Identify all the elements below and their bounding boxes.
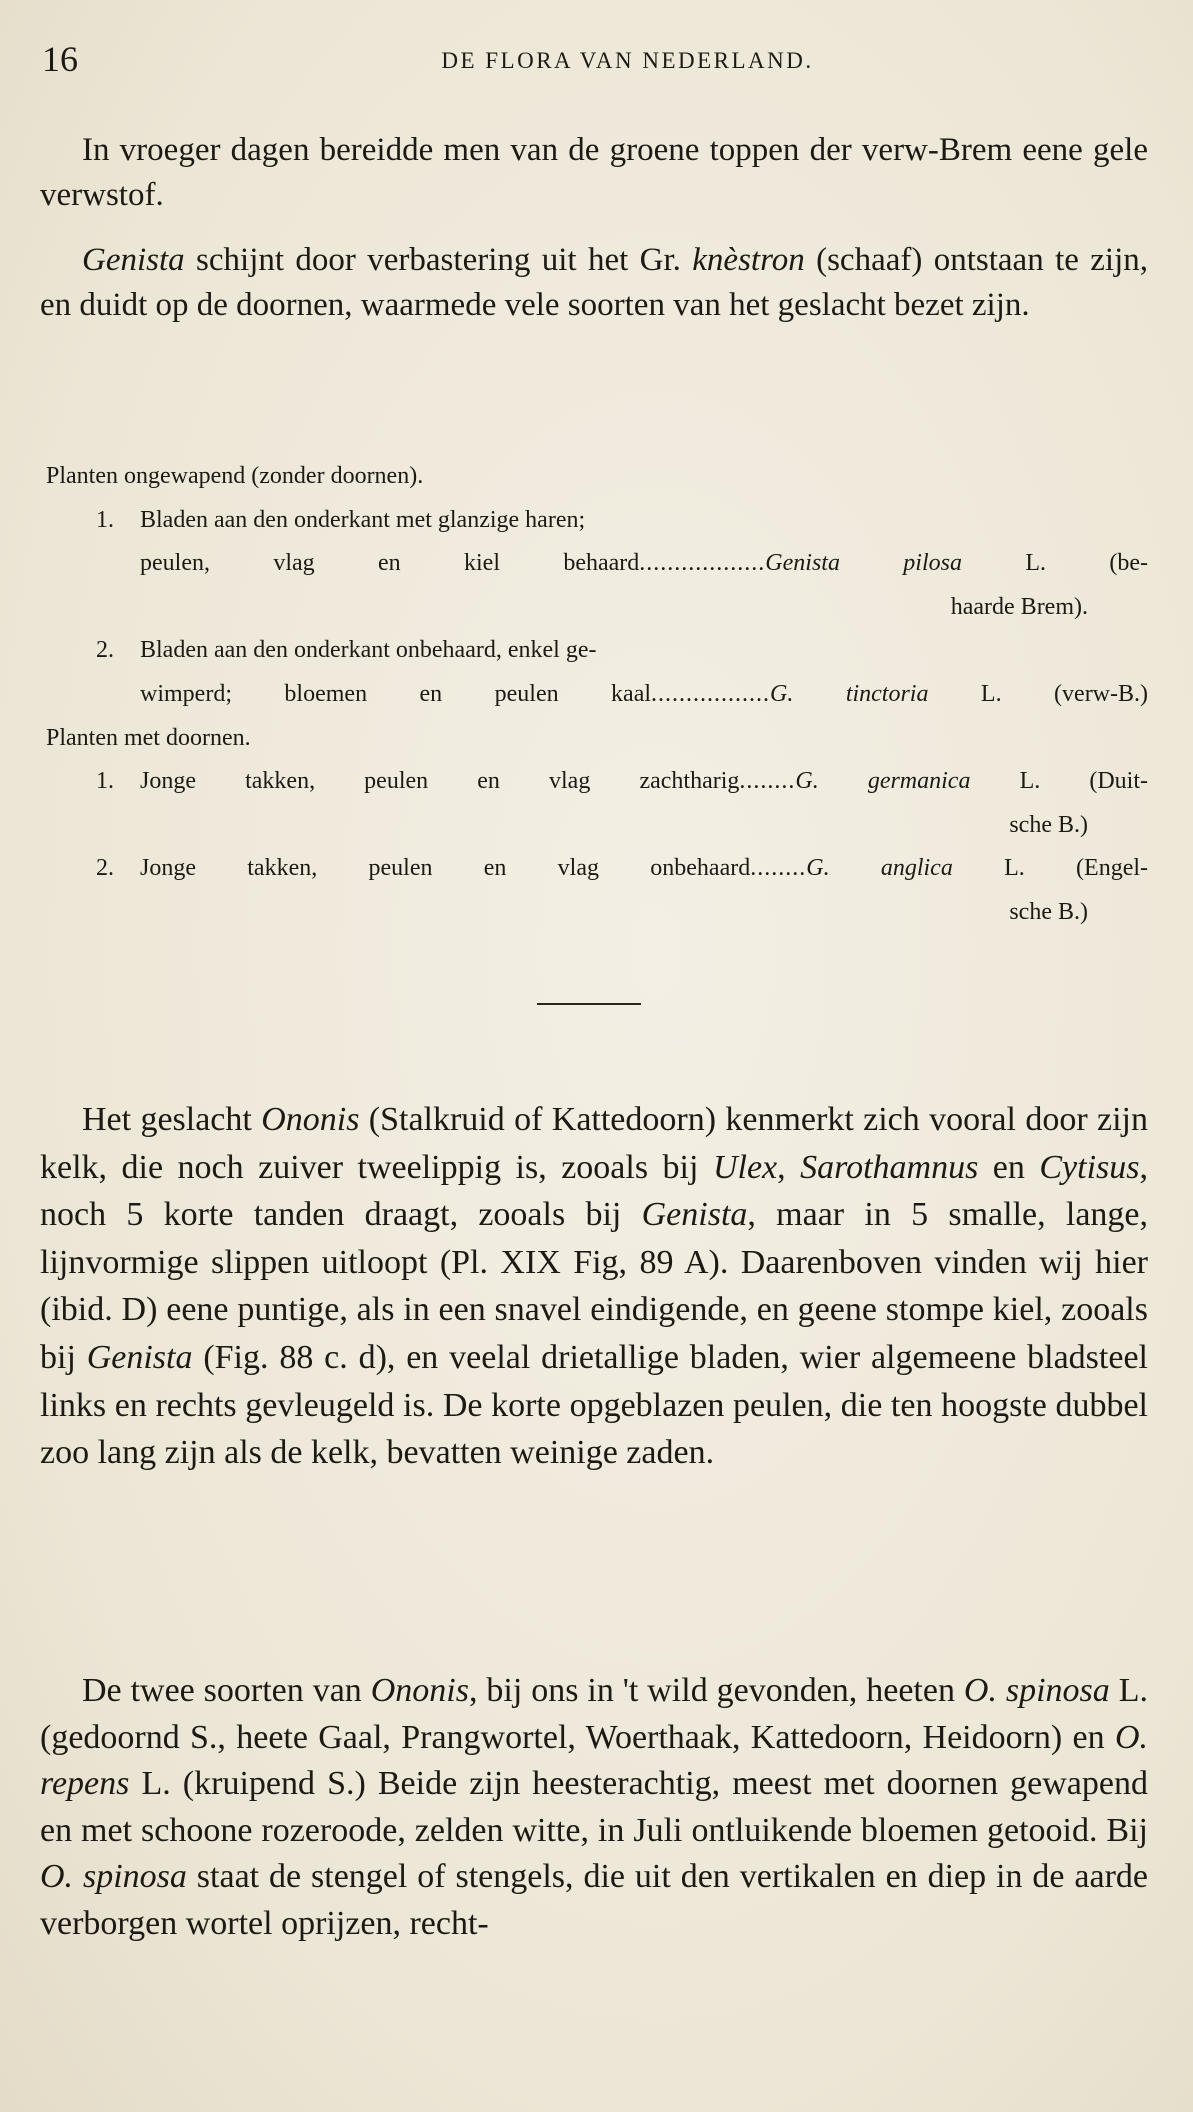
section-divider — [537, 1003, 641, 1005]
genus-name: Cytisus — [1039, 1148, 1140, 1186]
key-group-heading: Planten met doornen. — [46, 724, 251, 751]
paragraph-verwstof — [40, 128, 1148, 217]
species-name: O. repens — [40, 1718, 1148, 1803]
species-author: L. (be- — [962, 550, 1149, 577]
key-entry — [40, 629, 1148, 716]
key-group-heading: Planten ongewapend (zonder doornen). — [46, 463, 424, 489]
dot-leader: .................. — [639, 550, 766, 577]
text-run: (schaaf) ontstaan te zijn, en duidt op de doornen, waarmede vele soorten van het geslacht bezet zijn. — [40, 242, 1148, 323]
key-line: haarde Brem). — [950, 593, 1088, 620]
page-header — [42, 38, 1133, 78]
key-number: 1. — [96, 506, 114, 533]
species-author: L. (verw-B.) — [928, 680, 1149, 707]
species-author: L. (Engel- — [952, 855, 1148, 882]
dot-leader: ................. — [651, 680, 771, 707]
genus-name: Genista — [82, 242, 185, 278]
key-line: Jonge takken, peulen en vlag zachtharig........G. germanica L. (Duit- — [140, 768, 1148, 795]
paragraph-genista-etymology — [40, 238, 1148, 327]
running-title: DE FLORA VAN NEDERLAND. — [441, 48, 814, 73]
species-name: O. spinosa — [963, 1672, 1110, 1709]
key-line: wimperd; bloemen en peulen kaal.................G. tinctoria L. (verw-B.) — [140, 680, 1149, 707]
key-line: sche B.) — [1009, 898, 1088, 925]
paragraph-ononis: Het geslacht Ononis (Stalkruid of Kattedoorn) kenmerkt zich vooral door zijn kelk, die noch zuiver tweelippig is, zooals bij Ulex, Sarothamnus en Cytisus, noch 5 korte tanden draagt, zooals bij Genista, maar in 5 smalle, lange, lijnvormige slippen uitloopt (Pl. XIX Fig, 89 A). Daarenboven vinden wij hier (ibid. D) eene puntige, als in een snavel eindigende, en geene stompe kiel, zooals bij Genista (Fig. 88 c. d), en veelal drietallige bladen, wier algemeene bladsteel links en rechts gevleugeld is. De korte opgeblazen peulen, die ten hoogste dubbel zoo lang zijn als de kelk, bevatten weinige zaden. — [40, 1101, 1148, 1472]
key-entry — [40, 760, 1148, 847]
species-name: G. anglica — [806, 855, 953, 882]
dot-leader: ........ — [750, 855, 807, 882]
genus-name: Ononis — [370, 1672, 469, 1709]
key-number: 2. — [96, 855, 114, 882]
key-line: sche B.) — [1009, 811, 1088, 838]
key-number: 1. — [96, 768, 114, 795]
identification-key — [40, 455, 1148, 935]
genus-name: Genista — [86, 1338, 193, 1376]
species-name: Genista pilosa — [765, 550, 962, 577]
species-name: G. tinctoria — [770, 680, 929, 707]
key-entry — [40, 847, 1148, 934]
key-line: Bladen aan den onderkant met glanzige haren; — [140, 506, 586, 533]
key-number: 2. — [96, 637, 114, 664]
genus-name: Sarothamnus — [800, 1148, 979, 1186]
key-line: peulen, vlag en kiel behaard..................Genista pilosa L. (be- — [140, 550, 1149, 577]
species-name: O. spinosa — [40, 1858, 187, 1896]
genus-name: Ulex — [712, 1148, 778, 1186]
species-name: G. germanica — [795, 768, 971, 795]
paragraph-ononis-species: De twee soorten van Ononis, bij ons in 't wild gevonden, heeten O. spinosa L. (gedoornd S., heete Gaal, Prangwortel, Woerthaak, Kattedoorn, Heidoorn) en O. repens L. (kruipend S.) Beide zijn heesterachtig, meest met doornen gewapend en met schoone rozeroode, zelden witte, in Juli ontluikende bloemen getooid. Bij O. spinosa staat de stengel of stengels, die uit den vertikalen en diep in de aarde verborgen wortel oprijzen, recht- — [40, 1672, 1148, 1942]
page-number: 16 — [42, 39, 78, 79]
species-author: L. (Duit- — [970, 768, 1148, 795]
dot-leader: ........ — [739, 768, 796, 795]
greek-word: knèstron — [692, 242, 805, 278]
genus-name: Genista — [641, 1196, 748, 1234]
key-entry — [40, 499, 1148, 630]
text-run: schijnt door verbastering uit het Gr. — [184, 242, 693, 278]
paragraph-text: In vroeger dagen bereidde men van de groene toppen der verw-Brem eene gele verwstof. — [40, 132, 1148, 213]
genus-name: Ononis — [261, 1101, 360, 1138]
key-line: Jonge takken, peulen en vlag onbehaard........G. anglica L. (Engel- — [140, 855, 1148, 882]
key-line: Bladen aan den onderkant onbehaard, enkel ge- — [140, 637, 597, 664]
